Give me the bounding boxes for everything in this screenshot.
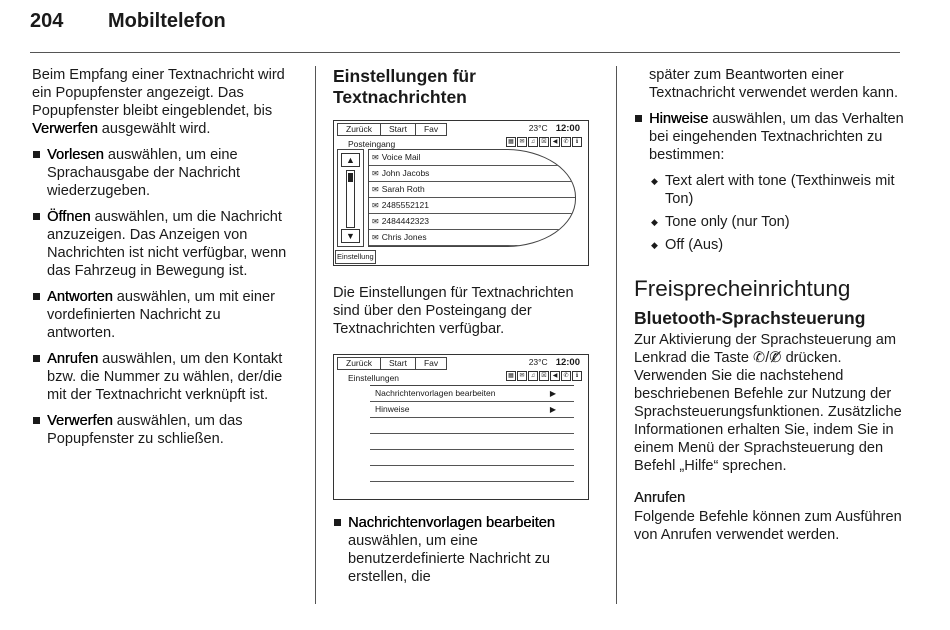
item-text: auswählen, um mit einer vordefinierten Nachricht zu antworten. bbox=[47, 289, 275, 341]
tab-fav: Fav bbox=[415, 123, 447, 136]
calls-paragraph: Folgende Befehle können zum Ausführen von Anrufen verwendet werden. bbox=[634, 509, 902, 543]
list-item bbox=[32, 288, 287, 342]
term-oeffnen: Öffnen bbox=[47, 209, 91, 225]
paragraph-text: Zur Aktivierung der Sprachsteuerung am Lenkrad die Taste bbox=[634, 332, 897, 366]
subheading-anrufen: Anrufen bbox=[634, 490, 686, 506]
status-icons bbox=[506, 371, 582, 381]
intro-text-end: ausgewählt wird. bbox=[97, 121, 211, 137]
settings-row bbox=[370, 386, 574, 402]
settings-row-label: Nachrichtenvorlagen bearbeiten bbox=[375, 388, 496, 398]
status-icon: ♫ bbox=[528, 371, 538, 381]
message-row bbox=[369, 214, 575, 230]
column-3 bbox=[634, 66, 904, 552]
message-sender: Chris Jones bbox=[381, 232, 427, 242]
intro-paragraph bbox=[32, 66, 287, 138]
status-area bbox=[529, 122, 580, 135]
intro-text: Beim Empfang einer Textnachricht wird ein Popupfenster angezeigt. Das Popupfenster bleibt eingeblendet, bis bbox=[32, 67, 285, 119]
phone-button-icon: ✆/✆̸ bbox=[753, 350, 782, 366]
status-icon: ▦ bbox=[506, 137, 516, 147]
clock: 12:00 bbox=[555, 123, 580, 134]
inbox-screen-figure bbox=[333, 120, 589, 266]
temperature: 23°C bbox=[528, 123, 548, 133]
page-title: Mobiltelefon bbox=[108, 10, 226, 32]
list-item bbox=[32, 208, 287, 280]
header-divider bbox=[30, 52, 900, 53]
item-text: auswählen, um das Verhalten bei eingehenden Textnachrichten zu bestimmen: bbox=[649, 111, 904, 163]
tab-start: Start bbox=[380, 123, 416, 136]
voice-control-paragraph bbox=[634, 331, 904, 475]
envelope-icon: ✉ bbox=[372, 217, 379, 226]
status-icon: ✉ bbox=[517, 371, 527, 381]
settings-row bbox=[370, 466, 574, 482]
temperature: 23°C bbox=[528, 357, 548, 367]
status-icons bbox=[506, 137, 582, 147]
message-sender: John Jacobs bbox=[381, 168, 430, 178]
status-icon: ☒ bbox=[539, 137, 549, 147]
settings-screen-figure bbox=[333, 354, 589, 500]
message-sender: 2485552121 bbox=[381, 200, 429, 210]
message-row bbox=[369, 150, 575, 166]
status-icon: ℹ bbox=[572, 371, 582, 381]
envelope-icon: ✉ bbox=[372, 153, 379, 162]
status-icon: ◀ bbox=[550, 371, 560, 381]
settings-list bbox=[370, 385, 574, 482]
status-icon: ✉ bbox=[517, 137, 527, 147]
status-icon: ▦ bbox=[506, 371, 516, 381]
status-icon: ◀ bbox=[550, 137, 560, 147]
message-sender: Sarah Roth bbox=[381, 184, 425, 194]
scroll-track bbox=[346, 170, 355, 228]
list-item bbox=[333, 514, 595, 586]
status-icon: ℹ bbox=[572, 137, 582, 147]
paragraph-text-end: drücken. Verwenden Sie die nachstehend beschriebenen Befehle zur Nutzung der Sprachsteuerungsfunktionen. Zusätzliche Informationen erhalten Sie, indem Sie in einem Menü der Sprachsteuerung den Befehl „Hilfe“ sprechen. bbox=[634, 350, 902, 474]
scroll-down-icon: ▼ bbox=[341, 229, 360, 243]
screen-sublabel: Posteingang bbox=[348, 139, 396, 149]
envelope-icon: ✉ bbox=[372, 201, 379, 210]
envelope-icon: ✉ bbox=[372, 233, 379, 242]
message-list bbox=[368, 149, 576, 247]
status-area bbox=[529, 356, 580, 369]
status-icon: ♫ bbox=[528, 137, 538, 147]
message-row bbox=[369, 166, 575, 182]
settings-options-list bbox=[333, 514, 595, 586]
screen-tab-bar bbox=[337, 123, 446, 136]
scroll-sidebar bbox=[337, 149, 364, 247]
status-icon: ☒ bbox=[539, 371, 549, 381]
screen-tab-bar bbox=[337, 357, 446, 370]
envelope-icon: ✉ bbox=[372, 169, 379, 178]
scroll-thumb bbox=[348, 173, 353, 182]
intro-term-verwerfen: Verwerfen bbox=[32, 121, 98, 137]
list-item bbox=[32, 350, 287, 404]
list-item bbox=[32, 146, 287, 200]
message-sender: Voice Mail bbox=[381, 152, 421, 162]
hints-list bbox=[634, 110, 904, 164]
settings-row bbox=[370, 434, 574, 450]
term-verwerfen: Verwerfen bbox=[47, 413, 113, 429]
term-vorlesen: Vorlesen bbox=[47, 147, 104, 163]
chevron-right-icon: ▶ bbox=[549, 389, 556, 398]
page-number: 204 bbox=[30, 10, 64, 32]
column-divider-2 bbox=[616, 66, 617, 604]
tab-back: Zurück bbox=[337, 357, 381, 370]
screen-sublabel: Einstellungen bbox=[348, 373, 400, 383]
continued-text: später zum Beantworten einer Textnachricht verwendet werden kann. bbox=[649, 67, 899, 101]
message-row bbox=[369, 198, 575, 214]
message-row bbox=[369, 182, 575, 198]
section-heading-text-settings: Einstellungen für Textnachrichten bbox=[333, 66, 476, 107]
list-item: ◆ Text alert with tone (Texthinweis mit Ton) bbox=[634, 172, 904, 208]
item-text: auswählen, um eine benutzerdefinierte Nachricht zu erstellen, die bbox=[348, 533, 550, 585]
term-hinweise: Hinweise bbox=[649, 111, 709, 127]
list-item: ◆ Tone only (nur Ton) bbox=[634, 213, 904, 231]
settings-row-label: Hinweise bbox=[375, 404, 410, 414]
item-text: auswählen, um die Nachricht anzuzeigen. Das Anzeigen von Nachrichten ist nicht verfügbar, wenn das Fahrzeug in Bewegung ist. bbox=[47, 209, 287, 279]
tab-back: Zurück bbox=[337, 123, 381, 136]
item-text: auswählen, um das Popupfenster zu schließen. bbox=[47, 413, 243, 447]
item-text: auswählen, um den Kontakt bzw. die Nummer zu wählen, der/die mit der Textnachricht verknüpft ist. bbox=[47, 351, 283, 403]
message-sender: 2484442323 bbox=[381, 216, 429, 226]
settings-row bbox=[370, 402, 574, 418]
message-row bbox=[369, 230, 575, 246]
popup-options-list bbox=[32, 146, 287, 448]
term-nachrichtenvorlagen: Nachrichtenvorlagen bearbeiten bbox=[348, 515, 555, 531]
settings-row bbox=[370, 450, 574, 466]
page-header bbox=[30, 10, 900, 50]
column-2 bbox=[333, 66, 595, 594]
column-1 bbox=[32, 66, 287, 456]
scroll-up-icon: ▲ bbox=[341, 153, 360, 167]
chevron-right-icon: ▶ bbox=[549, 405, 556, 414]
status-icon: ✆ bbox=[561, 137, 571, 147]
tab-start: Start bbox=[380, 357, 416, 370]
list-item bbox=[634, 110, 904, 164]
list-item bbox=[32, 412, 287, 448]
tab-fav: Fav bbox=[415, 357, 447, 370]
envelope-icon: ✉ bbox=[372, 185, 379, 194]
settings-button: Einstellung bbox=[335, 250, 376, 264]
item-text: auswählen, um eine Sprachausgabe der Nachricht wiederzugeben. bbox=[47, 147, 241, 199]
alert-options-list bbox=[634, 172, 904, 254]
settings-row bbox=[370, 418, 574, 434]
subsection-title: Bluetooth-Sprachsteuerung bbox=[634, 308, 866, 328]
status-icon: ✆ bbox=[561, 371, 571, 381]
settings-paragraph: Die Einstellungen für Textnachrichten sind über den Posteingang der Textnachrichten verfügbar. bbox=[333, 285, 574, 337]
term-anrufen: Anrufen bbox=[47, 351, 99, 367]
column-divider-1 bbox=[315, 66, 316, 604]
section-title: Freisprecheinrichtung bbox=[634, 276, 851, 301]
list-item: ◆ Off (Aus) bbox=[634, 236, 904, 254]
term-antworten: Antworten bbox=[47, 289, 113, 305]
clock: 12:00 bbox=[555, 357, 580, 368]
